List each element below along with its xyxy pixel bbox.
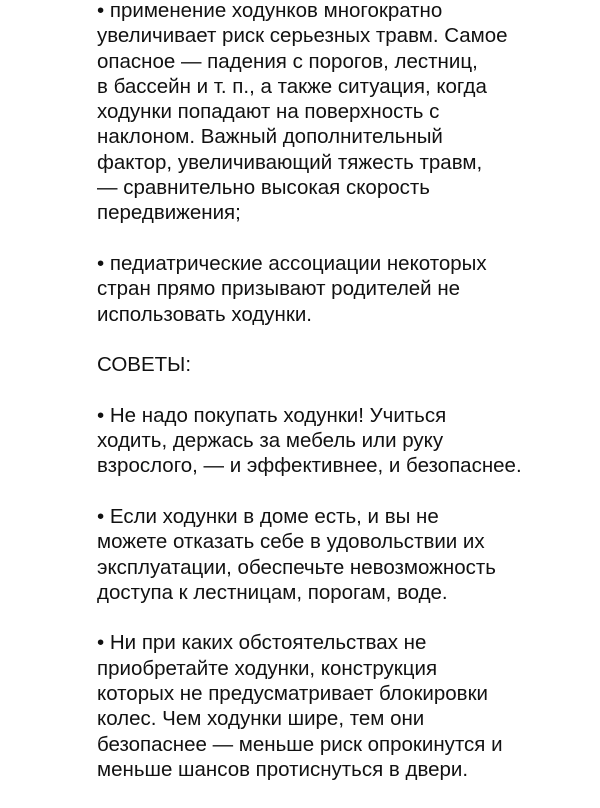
text-line: ходить, держась за мебель или руку [97, 429, 444, 453]
text-line: стран прямо призывают родителей не [97, 277, 461, 301]
section-heading-tips [97, 352, 567, 377]
paragraph-tip-wheel-locks [97, 630, 567, 782]
text-line: • Не надо покупать ходунки! Учиться [97, 403, 447, 427]
article-body [97, 0, 567, 808]
text-line: опасное — падения с порогов, лестниц, [97, 49, 478, 73]
paragraph-tip-restrict-access [97, 504, 567, 605]
paragraph-pediatric-associations [97, 251, 567, 327]
text-line: которых не предусматривает блокировки [97, 682, 488, 706]
text-line: фактор, увеличивающий тяжесть травм, [97, 150, 483, 174]
paragraph-tip-dont-buy [97, 403, 567, 479]
text-line: безопаснее — меньше риск опрокинутся и [97, 732, 503, 756]
text-line: использовать ходунки. [97, 302, 312, 326]
text-line: ходунки попадают на поверхность с [97, 100, 440, 124]
text-line: в бассейн и т. п., а также ситуация, когда [97, 74, 487, 98]
text-line: СОВЕТЫ: [97, 353, 192, 377]
text-line: • педиатрические ассоциации некоторых [97, 251, 487, 275]
paragraph-walker-risks [97, 0, 567, 226]
text-line: эксплуатации, обеспечьте невозможность [97, 555, 496, 579]
text-line: колес. Чем ходунки шире, тем они [97, 707, 425, 731]
text-line: можете отказать себе в удовольствии их [97, 530, 485, 554]
text-line: • Если ходунки в доме есть, и вы не [97, 504, 439, 528]
text-line: приобретайте ходунки, конструкция [97, 656, 438, 680]
text-line: наклоном. Важный дополнительный [97, 125, 443, 149]
text-line: меньше шансов протиснуться в двери. [97, 757, 469, 781]
text-line: взрослого, — и эффективнее, и безопаснее. [97, 454, 522, 478]
text-line: • Ни при каких обстоятельствах не [97, 631, 427, 655]
text-line: передвижения; [97, 201, 241, 225]
text-line: — сравнительно высокая скорость [97, 176, 430, 200]
text-line: увеличивает риск серьезных травм. Самое [97, 24, 508, 48]
text-line: • применение ходунков многократно [97, 0, 443, 22]
text-line: доступа к лестницам, порогам, воде. [97, 580, 448, 604]
